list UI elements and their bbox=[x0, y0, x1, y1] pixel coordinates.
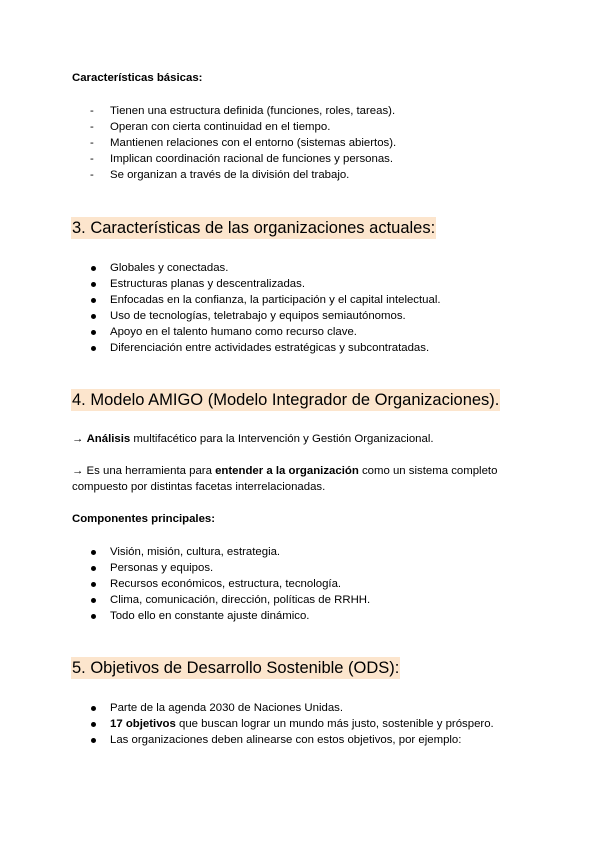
bullet-icon bbox=[91, 738, 96, 743]
tool-pre-text: Es una herramienta para bbox=[83, 465, 216, 477]
bullet-icon bbox=[91, 598, 96, 603]
dash-marker: - bbox=[90, 169, 94, 181]
bullet-icon bbox=[91, 566, 96, 571]
list-item-text: Operan con cierta continuidad en el tiempo. bbox=[110, 121, 331, 133]
list-item-text: Uso de tecnologías, teletrabajo y equipos semiautónomos. bbox=[110, 310, 406, 322]
list-item-text bbox=[110, 716, 494, 732]
bullet-icon bbox=[91, 298, 96, 303]
objectives-rest-text: que buscan lograr un mundo más justo, sostenible y próspero. bbox=[175, 718, 494, 730]
list-item-text: Clima, comunicación, dirección, políticas de RRHH. bbox=[110, 594, 371, 606]
tool-line-2: compuesto por distintas facetas interrelacionadas. bbox=[72, 481, 326, 493]
main-components-label: Componentes principales: bbox=[72, 513, 216, 525]
list-item-text: Tienen una estructura definida (funciones, roles, tareas). bbox=[110, 105, 396, 117]
dash-marker: - bbox=[90, 153, 94, 165]
dash-marker: - bbox=[90, 105, 94, 117]
list-item-text: Personas y equipos. bbox=[110, 562, 214, 574]
bullet-icon bbox=[91, 282, 96, 287]
bullet-icon bbox=[91, 722, 96, 727]
list-item-text: Estructuras planas y descentralizadas. bbox=[110, 278, 306, 290]
list-item-text: Globales y conectadas. bbox=[110, 262, 229, 274]
amigo-analysis-paragraph bbox=[72, 431, 434, 447]
list-item-text: Diferenciación entre actividades estratégicas y subcontratadas. bbox=[110, 342, 430, 354]
analysis-bold-text: Análisis bbox=[86, 433, 131, 445]
arrow-icon: → bbox=[72, 433, 84, 445]
list-item-text: Mantienen relaciones con el entorno (sistemas abiertos). bbox=[110, 137, 397, 149]
objectives-bold-text: 17 objetivos bbox=[110, 718, 176, 730]
section-5-heading: 5. Objetivos de Desarrollo Sostenible (ODS): bbox=[72, 659, 400, 677]
list-item-text: Implican coordinación racional de funciones y personas. bbox=[110, 153, 394, 165]
list-item-text: Todo ello en constante ajuste dinámico. bbox=[110, 610, 310, 622]
bullet-icon bbox=[91, 550, 96, 555]
amigo-tool-paragraph bbox=[72, 463, 497, 495]
list-item-text: Recursos económicos, estructura, tecnología. bbox=[110, 578, 342, 590]
list-item-text: Parte de la agenda 2030 de Naciones Unidas. bbox=[110, 702, 344, 714]
list-item-text: Las organizaciones deben alinearse con estos objetivos, por ejemplo: bbox=[110, 734, 462, 746]
section-3-heading: 3. Características de las organizaciones actuales: bbox=[72, 219, 436, 237]
tool-post-text: como un sistema completo bbox=[358, 465, 498, 477]
bullet-icon bbox=[91, 346, 96, 351]
tool-bold-text: entender a la organización bbox=[215, 465, 359, 477]
analysis-rest-text: multifacético para la Intervención y Gestión Organizacional. bbox=[130, 433, 434, 445]
basic-characteristics-label: Características básicas: bbox=[72, 72, 203, 84]
bullet-icon bbox=[91, 314, 96, 319]
list-item-text: Se organizan a través de la división del trabajo. bbox=[110, 169, 350, 181]
bullet-icon bbox=[91, 330, 96, 335]
list-item-text: Apoyo en el talento humano como recurso clave. bbox=[110, 326, 357, 338]
bullet-icon bbox=[91, 706, 96, 711]
arrow-icon: → bbox=[72, 465, 84, 477]
section-4-heading: 4. Modelo AMIGO (Modelo Integrador de Organizaciones). bbox=[72, 391, 500, 409]
list-item-text: Visión, misión, cultura, estrategia. bbox=[110, 546, 281, 558]
list-item-text: Enfocadas en la confianza, la participación y el capital intelectual. bbox=[110, 294, 441, 306]
dash-marker: - bbox=[90, 121, 94, 133]
bullet-icon bbox=[91, 582, 96, 587]
bullet-icon bbox=[91, 614, 96, 619]
dash-marker: - bbox=[90, 137, 94, 149]
bullet-icon bbox=[91, 266, 96, 271]
